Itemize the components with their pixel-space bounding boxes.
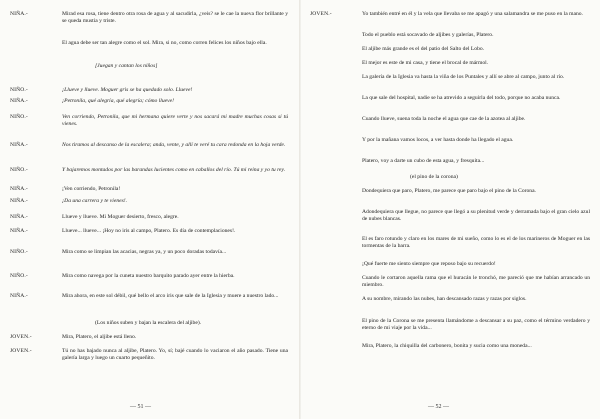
stage-direction: (el pino de la corona) [410,174,458,180]
dialogue-text: Adondequiera que llegue, no parece que llegó a su plenitud verde y derramada bajo el gran cielo azul de nubes blancas. [362,209,590,223]
dialogue-text: Todo el pueblo está socavado de aljibes y galerías, Platero. [362,32,494,38]
dialogue-text: Mira, Platero, la chiquilla del carbonero, bonita y sucia como una moneda... [362,343,532,349]
speaker-label: NIÑO.- [10,114,28,120]
right-page [300,0,600,419]
dialogue-text: ¡Llueve y llueve. Moguer gris se ha quedado solo. Llueve! [62,87,193,93]
speaker-label: NIÑA.- [10,228,28,234]
dialogue-text: A su nombre, mirando las nubes, han descansado razas y razas por siglos. [362,296,527,302]
dialogue-text: Llueve... llueve... ¡Hoy no iris al campo, Platero. Es día de contemplaciones!. [62,228,236,234]
dialogue-text: Tú no has bajado nunca al aljibe, Platero. Yo, sí; bajé cuando lo vaciaron el año pasado. Tiene una galería larga y luego un cuarto pequeñito. [62,348,288,362]
dialogue-text: La que sale del hospital, nadie se ha atrevido a seguirla del todo, porque no acaba nunca. [362,95,561,101]
speaker-label: NIÑA.- [10,186,28,192]
dialogue-text: El pino de la Corona se me presenta llamándome a descansar a su paz, como el término verdadero y eterno de mi viaje por la vida... [362,318,590,332]
dialogue-text: Ven corriendo, Petronila, que mi hermana quiere verte y nos sacará mi madre muchas cosas si tú vienes. [62,114,288,128]
dialogue-text: ¡Petronila, qué alegría, qué alegría; cómo llueve! [62,98,174,104]
dialogue-text: ¡Da una carrera y te vienes!. [62,198,128,204]
dialogue-text: Mirad esa rosa, tiene dentro otra rosa de agua y al sacudirla, ¿veis? se le cae la nueva flor brillante y se queda mustia y triste. [62,11,288,25]
dialogue-text: El aljibe más grande es el del patio del Salto del Lobo. [362,46,485,52]
speaker-label: NIÑA.- [10,98,28,104]
dialogue-text: Nos tiramos al descanso de la escalera; anda, vente, y allí te veré tu cara redonda en la hoja verde. [62,142,286,148]
stage-direction: [Juegan y cantan los niños] [95,63,158,69]
dialogue-text: Y bajaremos montados por las barandas lucientes como en caballos del río. Tú mi reina y yo tu rey. [62,167,286,173]
dialogue-text: Mira como navega por la cuneta nuestro barquito parado ayer entre la hierba. [62,273,235,279]
dialogue-text: El agua debe ser tan alegre como el sol. Mira, si no, como corren felices los niños bajo ella. [62,40,267,46]
dialogue-text: Cuando llueve, suena toda la noche el agua que cae de la azotea al aljibe. [362,116,526,122]
speaker-label: NIÑA.- [10,214,28,220]
dialogue-text: Mira ahora, en este sol débil, qué bello el arco iris que sale de la Iglesia y muere a nuestro lado... [62,293,279,299]
speaker-label: NIÑO.- [10,87,28,93]
dialogue-text: ¡Qué fuerte me siento siempre que reposo bajo su recuerdo! [362,261,496,267]
speaker-label: NIÑA.- [10,293,28,299]
dialogue-text: ¡Ven corriendo, Petronila! [62,186,121,192]
speaker-label: NIÑO.- [10,249,28,255]
speaker-label: NIÑA.- [10,142,28,148]
dialogue-text: Mira, Platero, el aljibe está lleno. [62,334,137,340]
dialogue-text: Yo también entré en él y la vela que llevaba se me apagó y una salamandra se me puso en la mano. [362,11,583,17]
speaker-label: NIÑO.- [10,167,28,173]
stage-direction: (Los niños suben y bajan la escalera del aljibe). [95,320,202,326]
speaker-label: JOVEN.- [310,11,332,17]
speaker-label: JOVEN.- [10,348,32,354]
speaker-label: NIÑA.- [10,198,28,204]
dialogue-text: Mira como se limpian las acacias, negras ya, y un poco doradas todavía... [62,249,227,255]
dialogue-text: El es faro rotundo y claro en los mares de mi sueño, como lo es el de los marineros de Moguer en las tormentas de la barra. [362,236,590,250]
dialogue-text: Cuando le cortaron aquella rama que el huracán le tronchó, me pareció que me habían arrancado un miembro. [362,275,590,289]
speaker-label: JOVEN.- [10,334,32,340]
dialogue-text: La galería de la Iglesia va hasta la viña de los Puntales y allí se abre al campo, junto al río. [362,74,565,80]
speaker-label: NIÑO.- [10,273,28,279]
dialogue-text: Platero, voy a darte un cubo de esta agua, y fresquita... [362,158,485,164]
dialogue-text: Llueve y llueve. Mi Moguer desierto, fresco, alegre. [62,214,179,220]
page-number: — 51 — [130,404,151,410]
dialogue-text: Dondequiera que paro, Platero, me parece que paro bajo el pino de la Corona. [362,188,536,194]
dialogue-text: Y por la mañana vamos locos, a ver hasta donde ha llegado el agua. [362,137,514,143]
page-number: — 52 — [428,404,449,410]
speaker-label: NIÑA.- [10,11,28,17]
dialogue-text: El mejor es este de mi casa, y tiene el brocal de mármol. [362,60,489,66]
